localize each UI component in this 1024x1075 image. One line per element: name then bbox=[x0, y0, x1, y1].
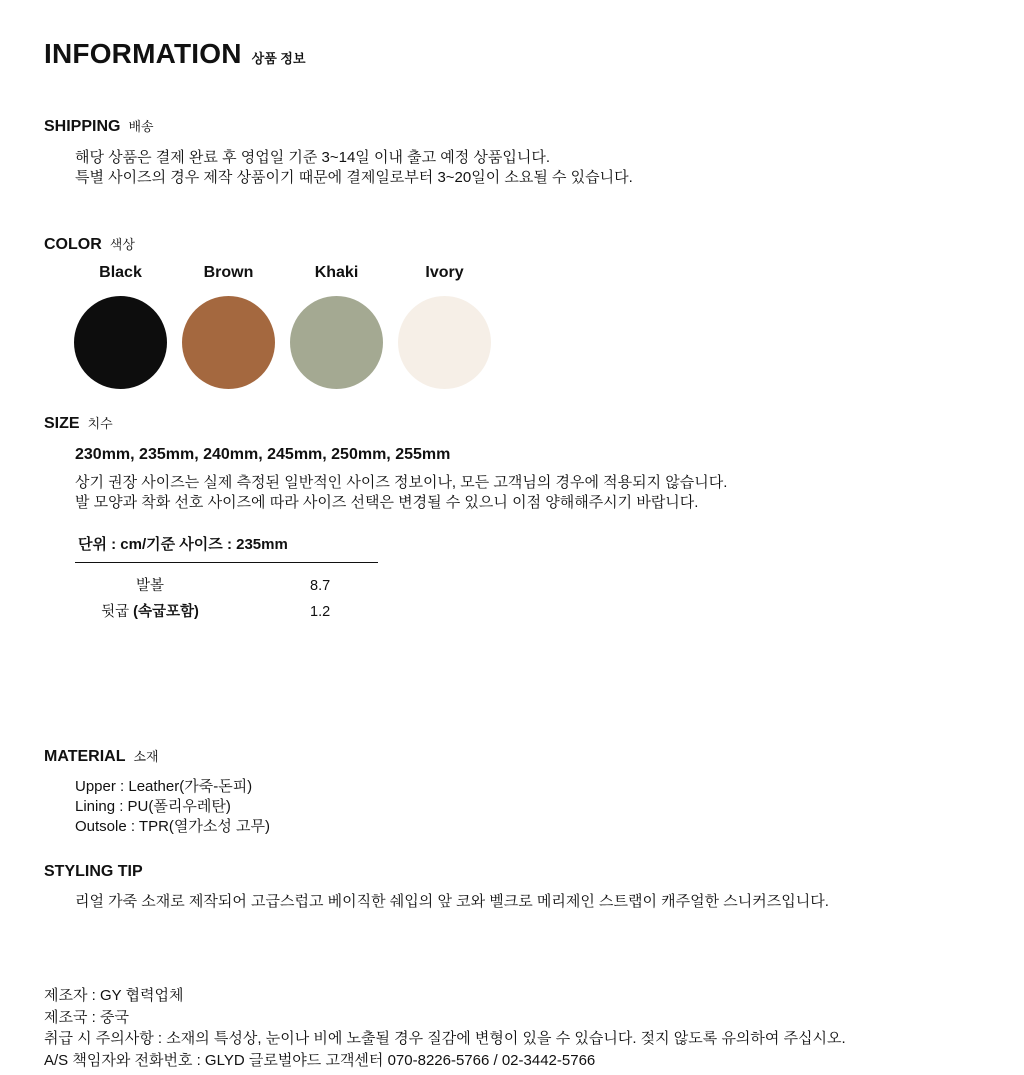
shipping-heading bbox=[44, 116, 980, 136]
color-swatch-circle-black bbox=[74, 296, 167, 389]
shipping-line: 해당 상품은 결제 완료 후 영업일 기준 3~14일 이내 출고 예정 상품입니다. bbox=[75, 149, 551, 166]
manufacturer-info-footer bbox=[44, 985, 980, 1071]
material-text bbox=[75, 777, 980, 837]
color-swatch-brown bbox=[182, 264, 275, 389]
styling-tip-section bbox=[44, 863, 980, 912]
size-note-line: 발 모양과 착화 선호 사이즈에 따라 사이즈 선택은 변경될 수 있으니 이점 양해해주시기 바랍니다. bbox=[75, 494, 699, 511]
color-heading-ko: 색상 bbox=[109, 237, 135, 252]
size-notes bbox=[75, 473, 980, 513]
size-table-caption: 단위 : cm/기준 사이즈 : 235mm bbox=[75, 533, 378, 563]
material-section bbox=[44, 746, 980, 837]
color-swatch-khaki bbox=[290, 264, 383, 389]
color-swatch-circle-ivory bbox=[398, 296, 491, 389]
size-section bbox=[44, 413, 980, 625]
material-heading bbox=[44, 746, 980, 766]
color-swatch-circle-brown bbox=[182, 296, 275, 389]
size-note-line: 상기 권장 사이즈는 실제 측정된 일반적인 사이즈 정보이나, 모든 고객님의 경우에 적용되지 않습니다. bbox=[75, 474, 728, 491]
size-table-rows bbox=[75, 563, 378, 625]
material-line: Lining : PU(폴리우레탄) bbox=[75, 798, 231, 815]
table-row bbox=[75, 599, 378, 625]
color-swatch-label: Black bbox=[99, 264, 142, 281]
page-title-row bbox=[44, 38, 980, 70]
size-heading-ko: 치수 bbox=[87, 416, 113, 431]
shipping-text bbox=[75, 148, 980, 188]
size-table-row-label: 뒷굽 (속굽포함) bbox=[101, 604, 199, 620]
material-line: Upper : Leather(가죽-돈피) bbox=[75, 778, 253, 795]
shipping-heading-ko: 배송 bbox=[128, 119, 154, 134]
size-table-row-value: 1.2 bbox=[310, 604, 331, 620]
shipping-heading-en: SHIPPING bbox=[44, 118, 121, 135]
footer-line-as-contact: A/S 책임자와 전화번호 : GLYD 글로벌야드 고객센터 070-8226-5766 / 02-3442-5766 bbox=[44, 1051, 596, 1069]
color-heading-en: COLOR bbox=[44, 236, 102, 253]
color-swatch-circle-khaki bbox=[290, 296, 383, 389]
page-subtitle: 상품 정보 bbox=[251, 51, 306, 66]
color-swatch-label: Khaki bbox=[314, 264, 359, 281]
material-heading-en: MATERIAL bbox=[44, 748, 126, 765]
footer-line-caution: 취급 시 주의사항 : 소재의 특성상, 눈이나 비에 노출될 경우 질감에 변형이 있을 수 있습니다. 젖지 않도록 유의하여 주십시오. bbox=[44, 1030, 846, 1047]
color-swatch-label: Ivory bbox=[425, 264, 464, 281]
color-heading bbox=[44, 234, 980, 254]
styling-tip-text: 리얼 가죽 소재로 제작되어 고급스럽고 베이직한 쉐입의 앞 코와 벨크로 메리제인 스트랩이 캐주얼한 스니커즈입니다. bbox=[75, 893, 829, 910]
color-swatch-row bbox=[74, 264, 980, 389]
color-swatch-ivory bbox=[398, 264, 491, 389]
footer-line-manufacturer: 제조자 : GY 협력업체 bbox=[44, 987, 184, 1004]
styling-tip-heading bbox=[44, 863, 980, 881]
size-heading-en: SIZE bbox=[44, 415, 80, 432]
material-heading-ko: 소재 bbox=[133, 749, 159, 764]
table-row bbox=[75, 573, 378, 599]
material-line: Outsole : TPR(열가소성 고무) bbox=[75, 818, 271, 835]
size-options-line: 230mm, 235mm, 240mm, 245mm, 250mm, 255mm bbox=[75, 446, 451, 463]
size-table bbox=[75, 533, 378, 625]
styling-tip-heading-en: STYLING TIP bbox=[44, 863, 143, 880]
color-swatch-label: Brown bbox=[203, 264, 254, 281]
footer-line-country: 제조국 : 중국 bbox=[44, 1008, 129, 1026]
size-table-row-value: 8.7 bbox=[310, 578, 331, 594]
page-title: INFORMATION bbox=[44, 38, 242, 69]
size-heading bbox=[44, 413, 980, 433]
shipping-section bbox=[44, 116, 980, 188]
color-swatch-black bbox=[74, 264, 167, 389]
color-section bbox=[44, 234, 980, 389]
size-table-row-label: 발볼 bbox=[135, 578, 164, 594]
shipping-line: 특별 사이즈의 경우 제작 상품이기 때문에 결제일로부터 3~20일이 소요될 수 있습니다. bbox=[75, 169, 633, 186]
